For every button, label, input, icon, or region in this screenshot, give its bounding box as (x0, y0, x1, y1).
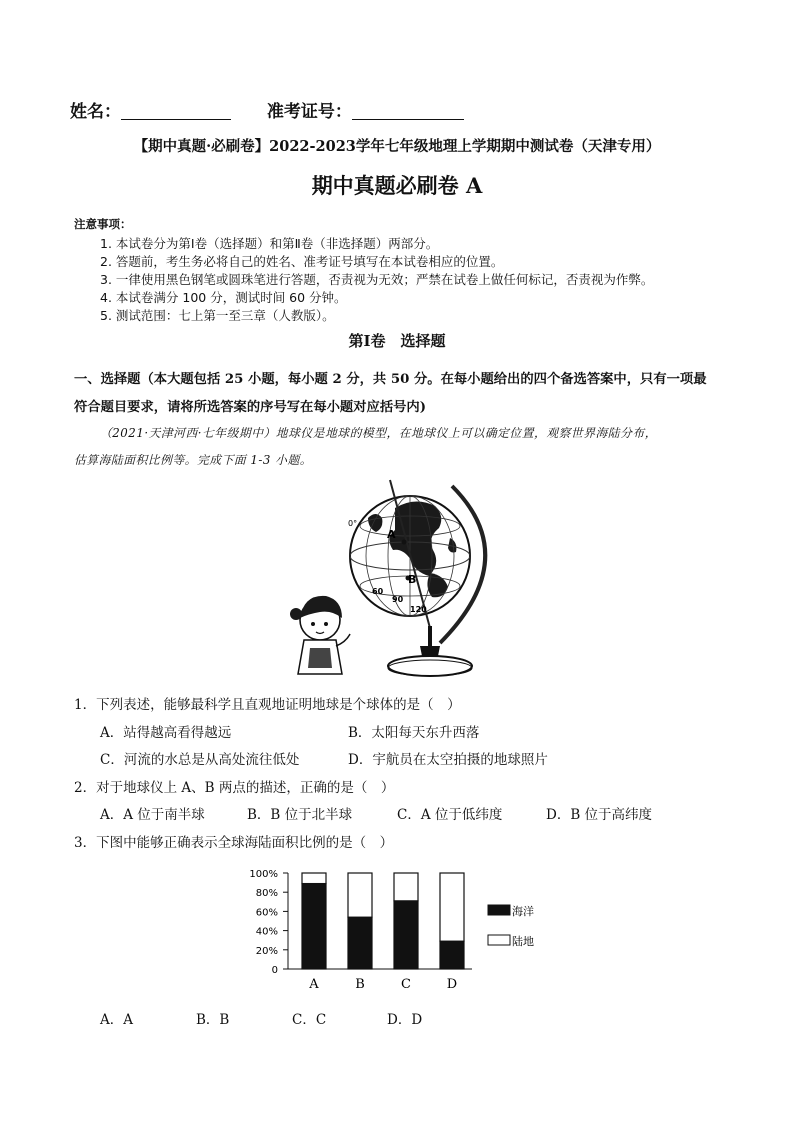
y-tick-label: 100% (249, 869, 278, 880)
question-2-option: B．B 位于北半球 (247, 807, 353, 823)
notes-item: 2. 答题前，考生务必将自己的姓名、准考证号填写在本试卷相应的位置。 (100, 254, 504, 269)
question-1-stem: 1．下列表述，能够最科学且直观地证明地球是个球体的是（ ） (74, 697, 461, 713)
legend-swatch (488, 905, 510, 915)
question-2-option: D．B 位于高纬度 (546, 807, 653, 823)
globe-label-120: 120 (410, 605, 427, 614)
legend-label: 陆地 (512, 935, 534, 948)
question-1-option: B．太阳每天东升西落 (348, 725, 480, 741)
globe-illustration (280, 478, 520, 683)
part-heading-line1: 一、选择题（本大题包括 25 小题，每小题 2 分，共 50 分。在每小题给出的四个备选答案中，只有一项最 (74, 372, 707, 387)
name-blank (121, 103, 231, 120)
question-3-option: C．C (292, 1012, 327, 1028)
question-3-option: A．A (100, 1012, 133, 1028)
globe-label-zero: 0° (348, 519, 358, 528)
question-1-option: D．宇航员在太空拍摄的地球照片 (348, 752, 548, 768)
question-3-option: B．B (196, 1012, 230, 1028)
question-3-stem: 3．下图中能够正确表示全球海陆面积比例的是（ ） (74, 835, 394, 851)
globe-point-a (402, 540, 407, 545)
y-tick-label: 60% (255, 907, 278, 919)
name-label: 姓名： (70, 102, 121, 122)
globe-label-a: A (387, 528, 396, 541)
legend-swatch (488, 935, 510, 945)
id-label: 准考证号： (266, 102, 352, 122)
bar-segment-land (440, 873, 464, 941)
question-3-option: D．D (387, 1012, 423, 1028)
legend-label: 海洋 (512, 905, 534, 918)
id-blank (352, 103, 464, 120)
exam-title-line: 【期中真题·必刷卷】2022-2023学年七年级地理上学期期中测试卷（天津专用） (133, 138, 661, 155)
x-tick-label: C (401, 977, 411, 992)
globe-label-b: B (408, 573, 417, 586)
name-field (70, 97, 464, 122)
intro-line2: 估算海陆面积比例等。完成下面 1-3 小题。 (74, 453, 313, 467)
bar-segment-ocean (348, 917, 372, 969)
sea-land-chart (240, 860, 560, 1000)
notes-item: 5. 测试范围：七上第一至三章（人教版）。 (100, 308, 335, 323)
main-title: 期中真题必刷卷 A (311, 173, 483, 198)
globe-label-90: 90 (392, 595, 404, 604)
x-tick-label: A (309, 977, 319, 992)
bar-segment-land (302, 873, 326, 884)
x-tick-label: B (355, 977, 365, 992)
bar-segment-ocean (440, 941, 464, 969)
question-2-option: A．A 位于南半球 (100, 807, 205, 823)
question-1-option: A．站得越高看得越远 (100, 725, 232, 741)
y-tick-label: 20% (255, 945, 278, 957)
part-heading-line2: 符合题目要求，请将所选答案的序号写在每小题对应括号内) (74, 400, 427, 415)
bar-segment-land (348, 873, 372, 917)
girl-figure (290, 596, 350, 674)
question-2-stem: 2．对于地球仪上 A、B 两点的描述，正确的是（ ） (74, 780, 395, 796)
question-2-option: C．A 位于低纬度 (397, 807, 503, 823)
bar-segment-ocean (394, 901, 418, 969)
globe-stand-base (388, 656, 472, 676)
section-title: 第Ⅰ卷 选择题 (348, 332, 446, 350)
notes-item: 3. 一律使用黑色钢笔或圆珠笔进行答题，否责视为无效；严禁在试卷上做任何标记，否责视为作弊。 (100, 272, 654, 287)
bar-segment-ocean (302, 884, 326, 969)
y-tick-label: 0 (271, 965, 278, 976)
x-tick-label: D (446, 977, 458, 992)
globe-stand-neck (420, 646, 440, 656)
notes-item: 4. 本试卷满分 100 分，测试时间 60 分钟。 (100, 290, 347, 305)
intro-line1: （2021·天津河西·七年级期中）地球仪是地球的模型，在地球仪上可以确定位置，观察世界海陆分布， (100, 426, 657, 440)
globe-label-60: 60 (372, 587, 384, 596)
bar-segment-land (394, 873, 418, 901)
y-tick-label: 40% (255, 926, 278, 938)
notes-heading: 注意事项： (74, 217, 132, 231)
question-1-option: C．河流的水总是从高处流往低处 (100, 752, 300, 768)
notes-item: 1. 本试卷分为第Ⅰ卷（选择题）和第Ⅱ卷（非选择题）两部分。 (100, 236, 439, 251)
y-tick-label: 80% (255, 888, 278, 900)
